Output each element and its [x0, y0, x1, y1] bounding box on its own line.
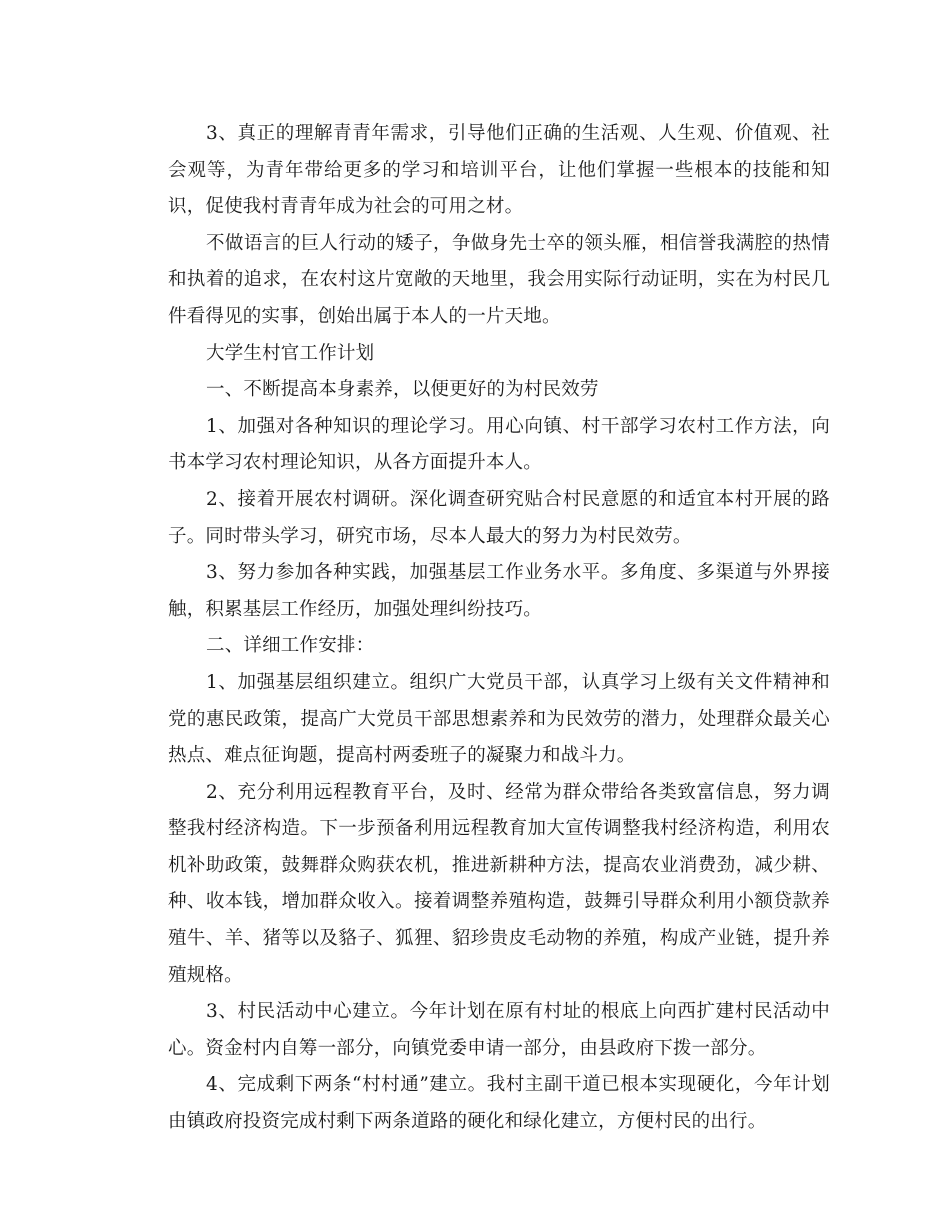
- paragraph-activity-center: 3、村民活动中心建立。今年计划在原有村址的根底上向西扩建村民活动中心。资金村内自筹一部分，向镇党委申请一部分，由县政府下拨一部分。: [168, 1001, 830, 1059]
- paragraph-youth-needs: 3、真正的理解青青年需求，引导他们正确的生活观、人生观、价值观、社会观等，为青年带给更多的学习和培训平台，让他们掌握一些根本的技能和知识，促使我村青青年成为社会的可用之材。: [168, 123, 830, 218]
- heading-work-arrangement: 二、详细工作安排：: [206, 635, 375, 657]
- heading-improve-self: 一、不断提高本身素养，以便更好的为村民效劳: [206, 379, 599, 401]
- paragraph-rural-research: 2、接着开展农村调研。深化调查研究贴合村民意愿的和适宜本村开展的路子。同时带头学习，研究市场，尽本人最大的努力为村民效劳。: [168, 488, 830, 547]
- paragraph-pledge: 不做语言的巨人行动的矮子，争做身先士卒的领头雁，相信誉我满腔的热情和执着的追求，在农村这片宽敞的天地里，我会用实际行动证明，实在为村民几件看得见的实事，创始出属于本人的一片天地。: [168, 232, 830, 327]
- paragraph-organization: 1、加强基层组织建立。组织广大党员干部，认真学习上级有关文件精神和党的惠民政策，提高广大党员干部思想素养和为民效劳的潜力，处理群众最关心热点、难点征询题，提高村两委班子的凝聚力和战斗力。: [168, 671, 830, 767]
- section-title: 大学生村官工作计划: [206, 342, 375, 364]
- document-page: [168, 116, 830, 1141]
- paragraph-practice: 3、努力参加各种实践，加强基层工作业务水平。多角度、多渠道与外界接触，积累基层工作经历，加强处理纠纷技巧。: [168, 562, 830, 620]
- paragraph-study-theory: 1、加强对各种知识的理论学习。用心向镇、村干部学习农村工作方法，向书本学习农村理论知识，从各方面提升本人。: [168, 415, 830, 474]
- paragraph-remote-education: 2、充分利用远程教育平台，及时、经常为群众带给各类致富信息，努力调整我村经济构造。下一步预备利用远程教育加大宣传调整我村经济构造，利用农机补助政策，鼓舞群众购获农机，推进新耕种方法，提高农业消费劲，减少耕、种、收本钱，增加群众收入。接着调整养殖构造，鼓舞引导群众利用小额贷款养殖牛、羊、猪等以及貉子、狐狸、貂珍贵皮毛动物的养殖，构成产业链，提升养殖规格。: [168, 781, 830, 986]
- paragraph-village-roads: 4、完成剩下两条“村村通”建立。我村主副干道已根本实现硬化，今年计划由镇政府投资完成村剩下两条道路的硬化和绿化建立，方便村民的出行。: [168, 1074, 830, 1133]
